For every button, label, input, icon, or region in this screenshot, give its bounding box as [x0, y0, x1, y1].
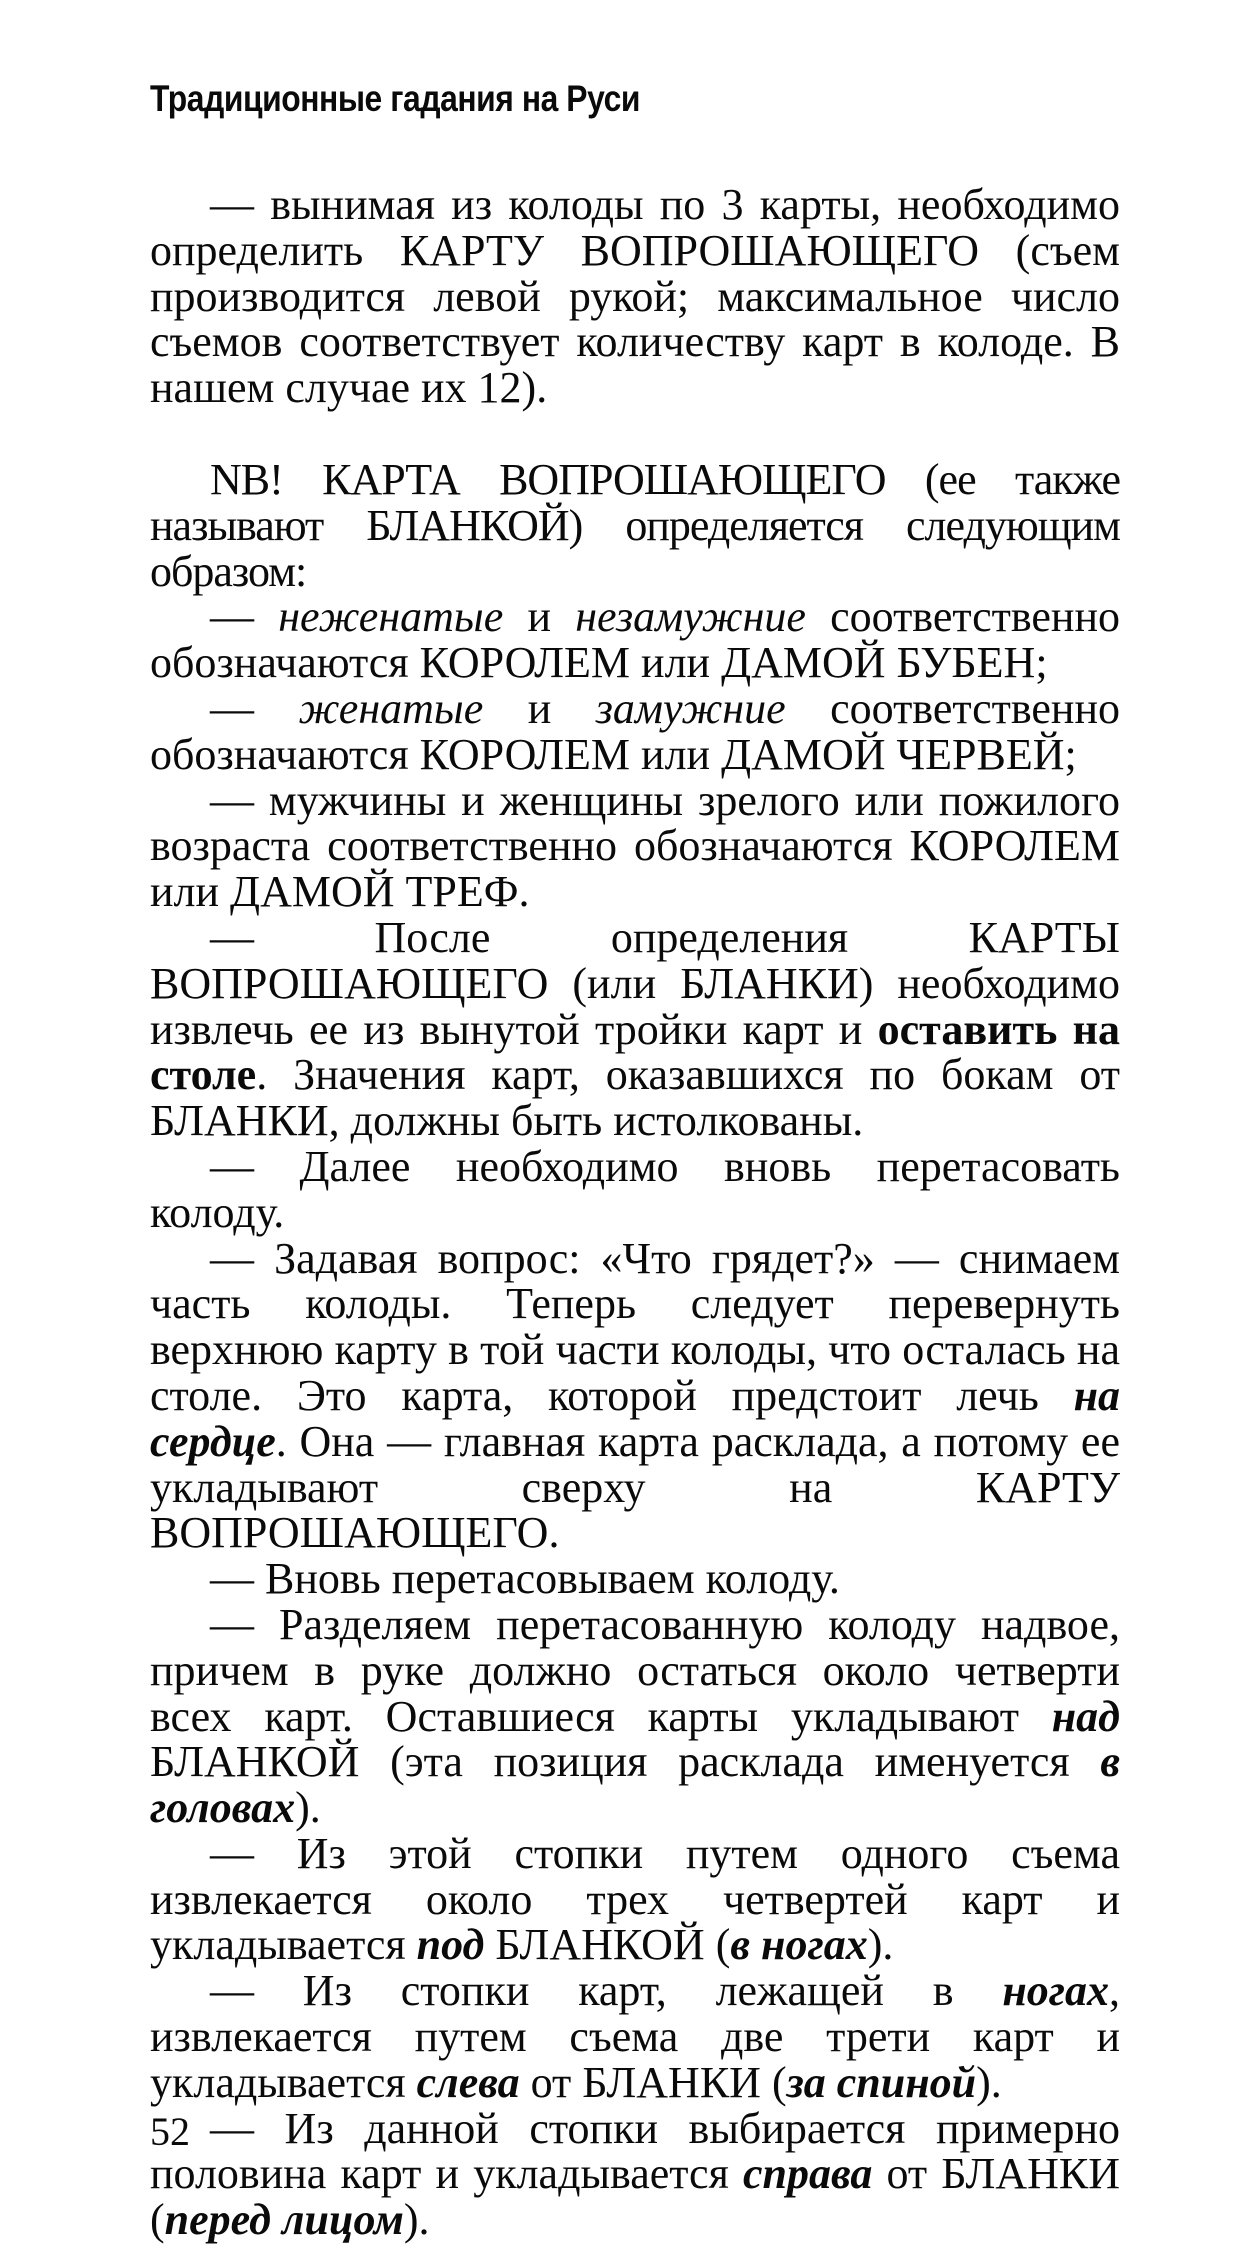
paragraph-married: — женатые и замужние соответственно обозначаются КОРОЛЕМ или ДАМОЙ ЧЕРВЕЙ; — [150, 683, 1121, 779]
bold-italic-term: ногах — [1002, 1966, 1109, 2016]
italic-term: незамужние — [575, 592, 806, 642]
paragraph-shuffle: — Далее необходимо вновь перетасовать колоду. — [150, 1141, 1120, 1237]
bold-italic-term: в головах — [150, 1737, 1120, 1833]
bold-italic-term: перед лицом — [164, 2195, 404, 2245]
page-body — [150, 182, 1120, 2243]
bold-italic-term: в ногах — [730, 1920, 868, 1970]
paragraph-reshuffle: — Вновь перетасовываем колоду. — [210, 1554, 840, 1604]
paragraph-unmarried: — неженатые и незамужние соответственно обозначаются КОРОЛЕМ или ДАМОЙ БУБЕН; — [150, 592, 1121, 688]
paragraph-nb: NB! КАРТА ВОПРОШАЮЩЕГО (ее также называют БЛАНКОЙ) определяется следующим образом: — [150, 454, 1120, 596]
bold-italic-term: над — [1051, 1691, 1120, 1741]
italic-term: замужние — [595, 683, 786, 733]
paragraph-1: — вынимая из колоды по 3 карты, необходимо определить КАРТУ ВОПРОШАЮЩЕГО (съем производится левой рукой; максимальное число съемов соответствует количеству карт в колоде. В нашем случае их 12). — [150, 180, 1120, 413]
bold-phrase: оставить на столе — [150, 1004, 1120, 1100]
paragraph-right: — Из данной стопки выбирается примерно половина карт и укладывается справа от БЛАНКИ (перед лицом). — [150, 2103, 1120, 2245]
paragraph-mature: — мужчины и женщины зрелого или пожилого возраста соответственно обозначаются КОРОЛЕМ или ДАМОЙ ТРЕФ. — [150, 775, 1120, 917]
italic-term: неженатые — [278, 592, 504, 642]
running-title: Традиционные гадания на Руси — [150, 78, 640, 119]
bold-italic-term: слева — [416, 2057, 520, 2107]
bold-italic-term: за спиной — [786, 2057, 977, 2107]
bold-italic-term: под — [416, 1920, 485, 1970]
dash: — — [210, 592, 279, 642]
paragraph-split: — Разделяем перетасованную колоду надвое, причем в руке должно остаться около четверти всех карт. Оставшиеся карты укладывают над БЛАНКОЙ (эта позиция расклада именуется в головах). — [150, 1599, 1120, 1833]
paragraph-left: — Из стопки карт, лежащей в ногах, извлекается путем съема две трети карт и укладывается слева от БЛАНКИ (за спиной). — [150, 1966, 1120, 2107]
paragraph-question: — Задавая вопрос: «Что грядет?» — снимаем часть колоды. Теперь следует перевернуть верхнюю карту в той части колоды, что осталась на столе. Это карта, которой предстоит лечь на сердце. Она — главная карта расклада, а потому ее укладывают сверху на КАРТУ ВОПРОШАЮЩЕГО. — [150, 1233, 1120, 1558]
dash: — — [210, 683, 299, 733]
bold-italic-term: справа — [742, 2149, 873, 2199]
paragraph-after-defining: — После определения КАРТЫ ВОПРОШАЮЩЕГО (или БЛАНКИ) необходимо извлечь ее из вынутой тройки карт и оставить на столе. Значения карт, оказавшихся по бокам от БЛАНКИ, должны быть истолкованы. — [150, 912, 1120, 1146]
italic-term: женатые — [298, 683, 484, 733]
paragraph-below: — Из этой стопки путем одного съема извлекается около трех четвертей карт и укладывается под БЛАНКОЙ (в ногах). — [150, 1828, 1120, 1970]
bold-italic-term: на сердце — [150, 1370, 1120, 1466]
page-number: 52 — [150, 2109, 190, 2154]
